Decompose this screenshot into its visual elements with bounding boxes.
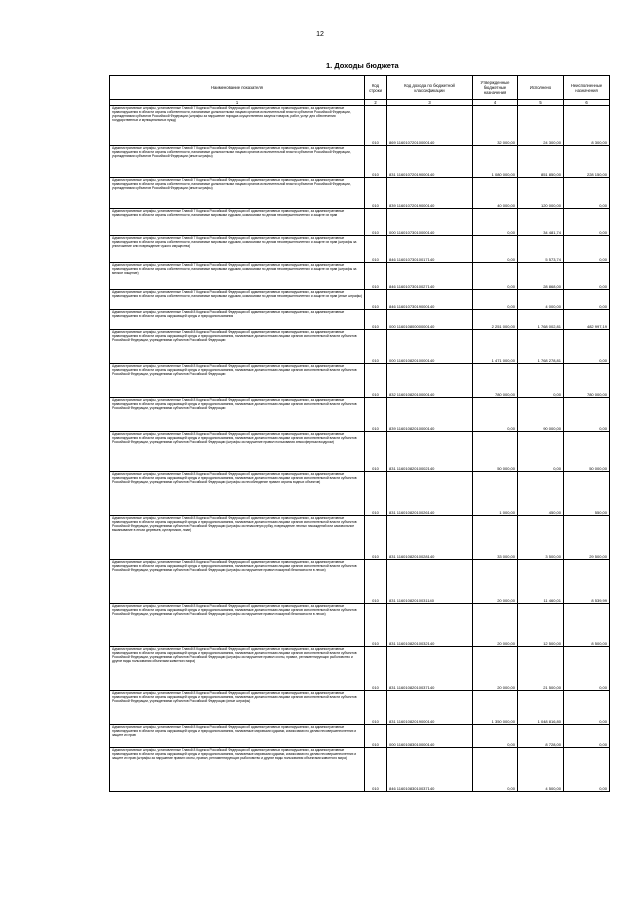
executed-amount-cell: 4 500,00 bbox=[518, 748, 564, 792]
unexecuted-amount-cell: 50 000,00 bbox=[564, 432, 610, 472]
approved-amount-cell: 1 000,00 bbox=[473, 472, 518, 516]
executed-amount-cell: 21 500,00 bbox=[518, 647, 564, 691]
row-code-cell: 010 bbox=[365, 432, 387, 472]
column-number: 5 bbox=[518, 100, 564, 106]
approved-amount-cell: 1 471 000,00 bbox=[473, 330, 518, 364]
row-code-cell: 010 bbox=[365, 647, 387, 691]
row-code-cell: 010 bbox=[365, 604, 387, 647]
executed-amount-cell: 1 768 278,81 bbox=[518, 330, 564, 364]
header-executed: Исполнено bbox=[518, 76, 564, 100]
approved-amount-cell: 32 000,00 bbox=[473, 106, 518, 146]
table-row bbox=[110, 364, 610, 398]
budget-code-cell: 846 11601083010037140 bbox=[387, 748, 473, 792]
table-row bbox=[110, 398, 610, 432]
budget-code-cell: 000 11601080000000140 bbox=[387, 310, 473, 330]
indicator-name-cell: Административные штрафы, установленные Главой 8 Кодекса Российской Федерации об административных правонарушениях, за административные правонарушения в области охраны окружающей среды и природопользования, налагаемые мировыми судьями, комиссиями по делам несовершеннолетних и защите их прав bbox=[110, 725, 365, 748]
table-row bbox=[110, 290, 610, 310]
unexecuted-amount-cell: 228 150,00 bbox=[564, 146, 610, 178]
table-row bbox=[110, 330, 610, 364]
row-code-cell: 010 bbox=[365, 560, 387, 604]
approved-amount-cell: 2 251 000,00 bbox=[473, 310, 518, 330]
table-row bbox=[110, 748, 610, 792]
table-row bbox=[110, 432, 610, 472]
row-code-cell: 010 bbox=[365, 209, 387, 236]
row-code-cell: 010 bbox=[365, 146, 387, 178]
budget-code-cell: 839 11601082010000140 bbox=[387, 398, 473, 432]
header-indicator-name: Наименование показателя bbox=[110, 76, 365, 100]
budget-code-cell: 831 11601082010028140 bbox=[387, 516, 473, 560]
table-row bbox=[110, 691, 610, 725]
row-code-cell: 010 bbox=[365, 516, 387, 560]
indicator-name-cell: Административные штрафы, установленные Главой 8 Кодекса Российской Федерации об административных правонарушениях, за административные правонарушения в области охраны окружающей среды и природопользования, налагаемые должностными лицами органов исполнительной власти субъектов Российской Федерации, учреждениями субъектов Российской Федерации (штрафы за нарушение правил пожарной безопасности в лесах) bbox=[110, 560, 365, 604]
budget-code-cell: 831 11601082010002140 bbox=[387, 432, 473, 472]
indicator-name-cell: Административные штрафы, установленные Главой 7 Кодекса Российской Федерации об административных правонарушениях, за административные правонарушения в области охраны собственности, налагаемые должностными лицами органов исполнительной власти субъектов Российской Федерации, учреждениями субъектов Российской Федерации (иные штрафы) bbox=[110, 178, 365, 209]
budget-code-cell: 000 11601073010000140 bbox=[387, 209, 473, 236]
indicator-name-cell: Административные штрафы, установленные Главой 8 Кодекса Российской Федерации об административных правонарушениях, за административные правонарушения в области охраны окружающей среды и природопользования bbox=[110, 310, 365, 330]
unexecuted-amount-cell: 0,00 bbox=[564, 236, 610, 263]
executed-amount-cell: 4 000,00 bbox=[518, 290, 564, 310]
table-row bbox=[110, 310, 610, 330]
table-row bbox=[110, 647, 610, 691]
header-row-code: Код строки bbox=[365, 76, 387, 100]
table-body bbox=[110, 106, 610, 792]
table-row bbox=[110, 178, 610, 209]
unexecuted-amount-cell: 780 000,00 bbox=[564, 364, 610, 398]
budget-code-cell: 846 11601073010017140 bbox=[387, 236, 473, 263]
unexecuted-amount-cell: 0,00 bbox=[564, 263, 610, 290]
unexecuted-amount-cell: 8 539,99 bbox=[564, 560, 610, 604]
row-code-cell: 010 bbox=[365, 178, 387, 209]
executed-amount-cell: 120 000,00 bbox=[518, 178, 564, 209]
table-row bbox=[110, 516, 610, 560]
column-number: 6 bbox=[564, 100, 610, 106]
approved-amount-cell: 1 080 000,00 bbox=[473, 146, 518, 178]
indicator-name-cell: Административные штрафы, установленные Главой 7 Кодекса Российской Федерации об административных правонарушениях, за административные правонарушения в области охраны собственности, налагаемые должностными лицами органов исполнительной власти субъектов Российской Федерации, учреждениями субъектов Российской Федерации (иные штрафы) bbox=[110, 146, 365, 178]
row-code-cell: 010 bbox=[365, 263, 387, 290]
indicator-name-cell: Административные штрафы, установленные Главой 8 Кодекса Российской Федерации об административных правонарушениях, за административные правонарушения в области охраны окружающей среды и природопользования, налагаемые должностными лицами органов исполнительной власти субъектов Российской Федерации, учреждениями субъектов Российской Федерации bbox=[110, 398, 365, 432]
executed-amount-cell: 28 868,00 bbox=[518, 263, 564, 290]
indicator-name-cell: Административные штрафы, установленные Главой 7 Кодекса Российской Федерации об административных правонарушениях, за административные правонарушения в области охраны собственности, налагаемые мировыми судьями, комиссиями по делам несовершеннолетних и защите их прав (иные штрафы) bbox=[110, 290, 365, 310]
approved-amount-cell: 50 000,00 bbox=[473, 432, 518, 472]
unexecuted-amount-cell: 0,00 bbox=[564, 725, 610, 748]
executed-amount-cell: 851 850,00 bbox=[518, 146, 564, 178]
indicator-name-cell: Административные штрафы, установленные Главой 8 Кодекса Российской Федерации об административных правонарушениях, за административные правонарушения в области охраны окружающей среды и природопользования, налагаемые должностными лицами органов исполнительной власти субъектов Российской Федерации, учреждениями субъектов Российской Федерации bbox=[110, 364, 365, 398]
page-number: 12 bbox=[316, 31, 324, 38]
approved-amount-cell: 0,00 bbox=[473, 725, 518, 748]
executed-amount-cell: 90 000,00 bbox=[518, 398, 564, 432]
executed-amount-cell: 3 500,00 bbox=[518, 516, 564, 560]
budget-code-cell: 831 11601082019000140 bbox=[387, 691, 473, 725]
approved-amount-cell: 20 000,00 bbox=[473, 604, 518, 647]
approved-amount-cell: 0,00 bbox=[473, 398, 518, 432]
row-code-cell: 010 bbox=[365, 310, 387, 330]
indicator-name-cell: Административные штрафы, установленные Главой 8 Кодекса Российской Федерации об административных правонарушениях, за административные правонарушения в области охраны окружающей среды и природопользования, налагаемые должностными лицами органов исполнительной власти субъектов Российской Федерации, учреждениями субъектов Российской Федерации (штрафы за несоблюдение правил охраны водных объектов) bbox=[110, 472, 365, 516]
table-row bbox=[110, 106, 610, 146]
row-code-cell: 010 bbox=[365, 472, 387, 516]
row-code-cell: 010 bbox=[365, 236, 387, 263]
approved-amount-cell: 0,00 bbox=[473, 209, 518, 236]
unexecuted-amount-cell: 0,00 bbox=[564, 290, 610, 310]
unexecuted-amount-cell: 29 500,00 bbox=[564, 516, 610, 560]
budget-code-cell: 831 11601082010032140 bbox=[387, 604, 473, 647]
approved-amount-cell: 33 000,00 bbox=[473, 516, 518, 560]
approved-amount-cell: 20 000,00 bbox=[473, 647, 518, 691]
approved-amount-cell: 40 000,00 bbox=[473, 178, 518, 209]
unexecuted-amount-cell: 0,00 bbox=[564, 398, 610, 432]
approved-amount-cell: 780 000,00 bbox=[473, 364, 518, 398]
indicator-name-cell: Административные штрафы, установленные Главой 8 Кодекса Российской Федерации об административных правонарушениях, за административные правонарушения в области охраны окружающей среды и природопользования, налагаемые должностными лицами органов исполнительной власти субъектов Российской Федерации, учреждениями субъектов Российской Федерации (иные штрафы) bbox=[110, 691, 365, 725]
budget-code-cell: 839 11601072019000140 bbox=[387, 178, 473, 209]
indicator-name-cell: Административные штрафы, установленные Главой 8 Кодекса Российской Федерации об административных правонарушениях, за административные правонарушения в области охраны окружающей среды и природопользования, налагаемые должностными лицами органов исполнительной власти субъектов Российской Федерации, учреждениями субъектов Российской Федерации (штрафы за нарушение правил пользования атмосферным воздухом) bbox=[110, 432, 365, 472]
column-number: 4 bbox=[473, 100, 518, 106]
row-code-cell: 010 bbox=[365, 364, 387, 398]
executed-amount-cell: 1 768 002,81 bbox=[518, 310, 564, 330]
row-code-cell: 010 bbox=[365, 725, 387, 748]
table-header-row bbox=[110, 76, 610, 100]
indicator-name-cell: Административные штрафы, установленные Главой 8 Кодекса Российской Федерации об административных правонарушениях, за административные правонарушения в области охраны окружающей среды и природопользования, налагаемые должностными лицами органов исполнительной власти субъектов Российской Федерации, учреждениями субъектов Российской Федерации (штрафы за нарушение правил охоты, правил, регламентирующих рыболовство и другие виды пользования объектами животного мира) bbox=[110, 647, 365, 691]
executed-amount-cell: 24 300,00 bbox=[518, 106, 564, 146]
indicator-name-cell: Административные штрафы, установленные Главой 7 Кодекса Российской Федерации об административных правонарушениях, за административные правонарушения в области охраны собственности, налагаемые мировыми судьями, комиссиями по делам несовершеннолетних и защите их прав (штрафы за мелкое хищение) bbox=[110, 263, 365, 290]
column-number: 2 bbox=[365, 100, 387, 106]
executed-amount-cell: 8 728,00 bbox=[518, 725, 564, 748]
executed-amount-cell: 1 048 816,80 bbox=[518, 691, 564, 725]
table-row bbox=[110, 472, 610, 516]
approved-amount-cell: 20 000,00 bbox=[473, 560, 518, 604]
unexecuted-amount-cell: 0,00 bbox=[564, 330, 610, 364]
budget-code-cell: 831 11601072019000140 bbox=[387, 146, 473, 178]
table-row bbox=[110, 263, 610, 290]
executed-amount-cell: 5 573,74 bbox=[518, 236, 564, 263]
row-code-cell: 010 bbox=[365, 290, 387, 310]
indicator-name-cell: Административные штрафы, установленные Главой 7 Кодекса Российской Федерации об административных правонарушениях, за административные правонарушения в области охраны собственности, налагаемые должностными лицами органов исполнительной власти субъектов Российской Федерации, учреждениями субъектов Российской Федерации (штрафы за нарушение порядка осуществления закупок товаров, работ, услуг для обеспечения государственных и муниципальных нужд) bbox=[110, 106, 365, 146]
unexecuted-amount-cell: 482 997,19 bbox=[564, 310, 610, 330]
unexecuted-amount-cell: 0,00 bbox=[564, 691, 610, 725]
approved-amount-cell: 0,00 bbox=[473, 748, 518, 792]
row-code-cell: 010 bbox=[365, 330, 387, 364]
approved-amount-cell: 1 350 000,00 bbox=[473, 691, 518, 725]
header-budget-code: Код дохода по бюджетной классификации bbox=[387, 76, 473, 100]
table-row bbox=[110, 236, 610, 263]
unexecuted-amount-cell: 0,00 bbox=[564, 209, 610, 236]
budget-revenue-table bbox=[109, 75, 610, 792]
document-title: 1. Доходы бюджета bbox=[326, 61, 399, 70]
indicator-name-cell: Административные штрафы, установленные Главой 8 Кодекса Российской Федерации об административных правонарушениях, за административные правонарушения в области охраны окружающей среды и природопользования, налагаемые должностными лицами органов исполнительной власти субъектов Российской Федерации, учреждениями субъектов Российской Федерации (штрафы за нарушение правил пожарной безопасности в лесах) bbox=[110, 604, 365, 647]
budget-code-cell: 831 11601082010026140 bbox=[387, 472, 473, 516]
approved-amount-cell: 0,00 bbox=[473, 290, 518, 310]
executed-amount-cell: 34 481,74 bbox=[518, 209, 564, 236]
executed-amount-cell: 450,00 bbox=[518, 472, 564, 516]
row-code-cell: 010 bbox=[365, 748, 387, 792]
executed-amount-cell: 11 460,01 bbox=[518, 560, 564, 604]
indicator-name-cell: Административные штрафы, установленные Главой 7 Кодекса Российской Федерации об административных правонарушениях, за административные правонарушения в области охраны собственности, налагаемые мировыми судьями, комиссиями по делам несовершеннолетних и защите их прав (штрафы за уничтожение или повреждение чужого имущества) bbox=[110, 236, 365, 263]
unexecuted-amount-cell: 8 300,00 bbox=[564, 106, 610, 146]
row-code-cell: 010 bbox=[365, 398, 387, 432]
executed-amount-cell: 0,00 bbox=[518, 364, 564, 398]
budget-code-cell: 000 11601083010000140 bbox=[387, 725, 473, 748]
indicator-name-cell: Административные штрафы, установленные Главой 8 Кодекса Российской Федерации об административных правонарушениях, за административные правонарушения в области охраны окружающей среды и природопользования, налагаемые должностными лицами органов исполнительной власти субъектов Российской Федерации, учреждениями субъектов Российской Федерации bbox=[110, 330, 365, 364]
table-row bbox=[110, 604, 610, 647]
header-unexecuted: Неисполненные назначения bbox=[564, 76, 610, 100]
row-code-cell: 010 bbox=[365, 691, 387, 725]
header-approved: Утвержденные бюджетные назначения bbox=[473, 76, 518, 100]
unexecuted-amount-cell: 8 500,00 bbox=[564, 604, 610, 647]
unexecuted-amount-cell: 550,00 bbox=[564, 472, 610, 516]
indicator-name-cell: Административные штрафы, установленные Главой 8 Кодекса Российской Федерации об административных правонарушениях, за административные правонарушения в области охраны окружающей среды и природопользования, налагаемые мировыми судьями, комиссиями по делам несовершеннолетних и защите их прав (штрафы за нарушение правил охоты, правил, регламентирующих рыболовство и другие виды пользования объектами животного мира) bbox=[110, 748, 365, 792]
budget-code-cell: 846 11601073010027140 bbox=[387, 263, 473, 290]
budget-code-cell: 832 11601082010000140 bbox=[387, 364, 473, 398]
budget-code-cell: 869 11601072010000140 bbox=[387, 106, 473, 146]
column-number: 1 bbox=[110, 100, 365, 106]
row-code-cell: 010 bbox=[365, 106, 387, 146]
budget-code-cell: 000 11601082010000140 bbox=[387, 330, 473, 364]
budget-code-cell: 846 11601073019000140 bbox=[387, 290, 473, 310]
indicator-name-cell: Административные штрафы, установленные Главой 7 Кодекса Российской Федерации об административных правонарушениях, за административные правонарушения в области охраны собственности, налагаемые мировыми судьями, комиссиями по делам несовершеннолетних и защите их прав bbox=[110, 209, 365, 236]
indicator-name-cell: Административные штрафы, установленные Главой 8 Кодекса Российской Федерации об административных правонарушениях, за административные правонарушения в области охраны окружающей среды и природопользования, налагаемые должностными лицами органов исполнительной власти субъектов Российской Федерации, учреждениями субъектов Российской Федерации (штрафы за незаконную рубку, повреждение лесных насаждений или самовольное выкапывание в лесах деревьев, кустарников, лиан) bbox=[110, 516, 365, 560]
column-number: 3 bbox=[387, 100, 473, 106]
table-row bbox=[110, 725, 610, 748]
executed-amount-cell: 0,00 bbox=[518, 432, 564, 472]
unexecuted-amount-cell: 0,00 bbox=[564, 647, 610, 691]
unexecuted-amount-cell: 0,00 bbox=[564, 178, 610, 209]
approved-amount-cell: 0,00 bbox=[473, 263, 518, 290]
unexecuted-amount-cell: 0,00 bbox=[564, 748, 610, 792]
budget-code-cell: 831 11601082010031140 bbox=[387, 560, 473, 604]
table-row bbox=[110, 209, 610, 236]
executed-amount-cell: 12 500,00 bbox=[518, 604, 564, 647]
table-row bbox=[110, 146, 610, 178]
approved-amount-cell: 0,00 bbox=[473, 236, 518, 263]
budget-code-cell: 831 11601082010037140 bbox=[387, 647, 473, 691]
table-row bbox=[110, 560, 610, 604]
